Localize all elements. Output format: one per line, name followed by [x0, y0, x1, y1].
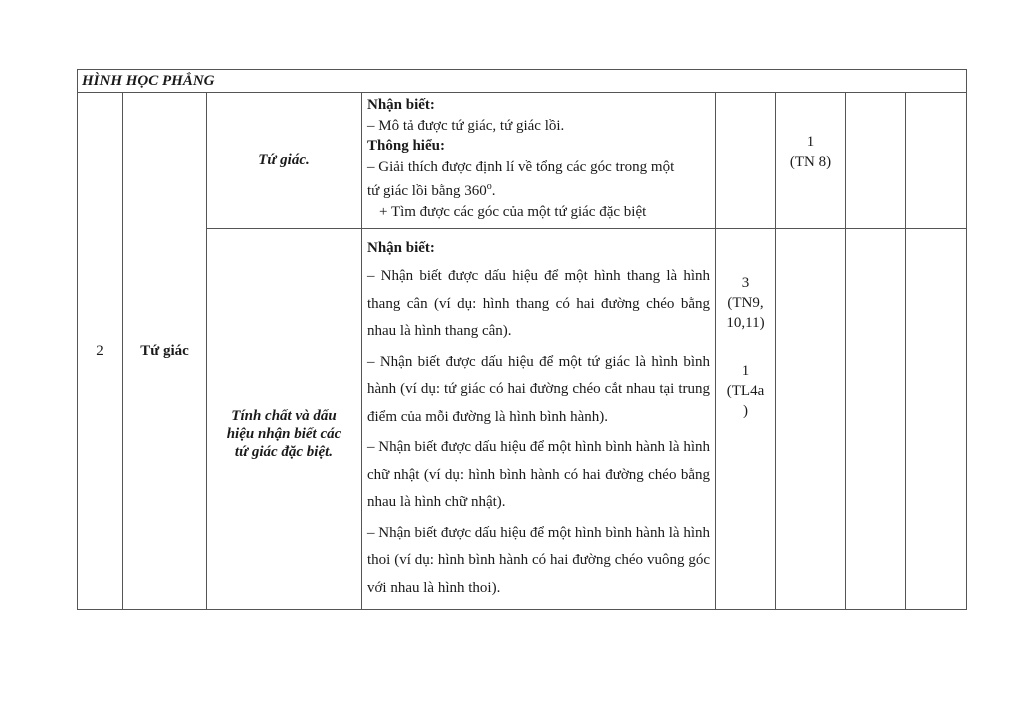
topic-name-2-line-1: Tính chất và dấu [231, 408, 337, 424]
count-a-ref-2: 10,11) [726, 315, 765, 331]
count-cell-empty-1 [716, 93, 776, 229]
degree-sup: o [486, 181, 492, 192]
topic-description-2 [362, 229, 716, 610]
nhan-biet-label-2: Nhận biết: [367, 240, 435, 256]
topic-name-2-line-2: hiệu nhận biết các [226, 426, 342, 442]
criterion-item: – Nhận biết được dấu hiệu để một tứ giác là hình bình hành (ví dụ: tứ giác có hai đường chéo cắt nhau tại trung điểm của mỗi đường là hình bình hành). [367, 353, 710, 425]
count-cell-empty-4 [906, 93, 967, 229]
criterion-item: – Nhận biết được dấu hiệu để một hình bình hành là hình thoi (ví dụ: hình bình hành có hai đường chéo vuông góc với nhau là hình thoi). [367, 524, 710, 596]
count-cell-topic2-4 [906, 229, 967, 610]
count-b-ref-1: (TL4a [726, 383, 765, 399]
section-row [78, 70, 967, 93]
count-cell-topic2-3 [846, 229, 906, 610]
count-cell-empty-3 [846, 93, 906, 229]
topic-row-1 [78, 93, 967, 229]
count-group-b [716, 361, 775, 421]
row-number: 2 [78, 93, 123, 610]
count-group-a [716, 273, 775, 333]
thong-hieu-text-2-suffix: . [491, 183, 496, 199]
topic-row-2 [78, 229, 967, 610]
count-cell-topic2-2 [776, 229, 846, 610]
topic-name-2 [207, 229, 362, 610]
criterion-item: – Nhận biết được dấu hiệu để một hình bình hành là hình chữ nhật (ví dụ: hình bình hành có hai đường chéo bằng nhau là hình chữ nhật). [367, 439, 710, 510]
matrix-table [77, 69, 967, 610]
criterion-item: – Nhận biết được dấu hiệu để một hình thang là hình thang cân (ví dụ: hình thang có hai đường chéo bằng nhau là hình thang cân). [367, 268, 710, 339]
count-a-ref-1: (TN9, [727, 295, 764, 311]
section-title: HÌNH HỌC PHẲNG [78, 70, 967, 93]
count-a-value: 3 [741, 275, 750, 291]
count-ref: (TN 8) [789, 153, 832, 170]
nhan-biet-label: Nhận biết: [367, 97, 435, 113]
topic-name-1: Tứ giác. [207, 93, 362, 229]
topic-description-1 [362, 93, 716, 229]
count-b-ref-2: ) [743, 403, 748, 419]
count-b-value: 1 [741, 363, 750, 379]
count-value: 1 [806, 133, 815, 150]
count-cell-topic2-1 [716, 229, 776, 610]
thong-hieu-label: Thông hiểu: [367, 138, 445, 154]
assessment-matrix [77, 69, 966, 610]
count-cell-2 [776, 93, 846, 229]
chapter-name: Tứ giác [123, 93, 207, 610]
nhan-biet-text: – Mô tả được tứ giác, tứ giác lồi. [367, 117, 565, 134]
thong-hieu-text-2-prefix: tứ giác lồi bằng 360 [367, 183, 487, 199]
thong-hieu-text-2 [367, 177, 710, 202]
thong-hieu-text-3: + Tìm được các góc của một tứ giác đặc biệt [379, 203, 647, 220]
topic-name-2-line-3: tứ giác đặc biệt. [234, 444, 334, 460]
thong-hieu-text-1: – Giải thích được định lí về tổng các góc trong một [367, 158, 675, 175]
